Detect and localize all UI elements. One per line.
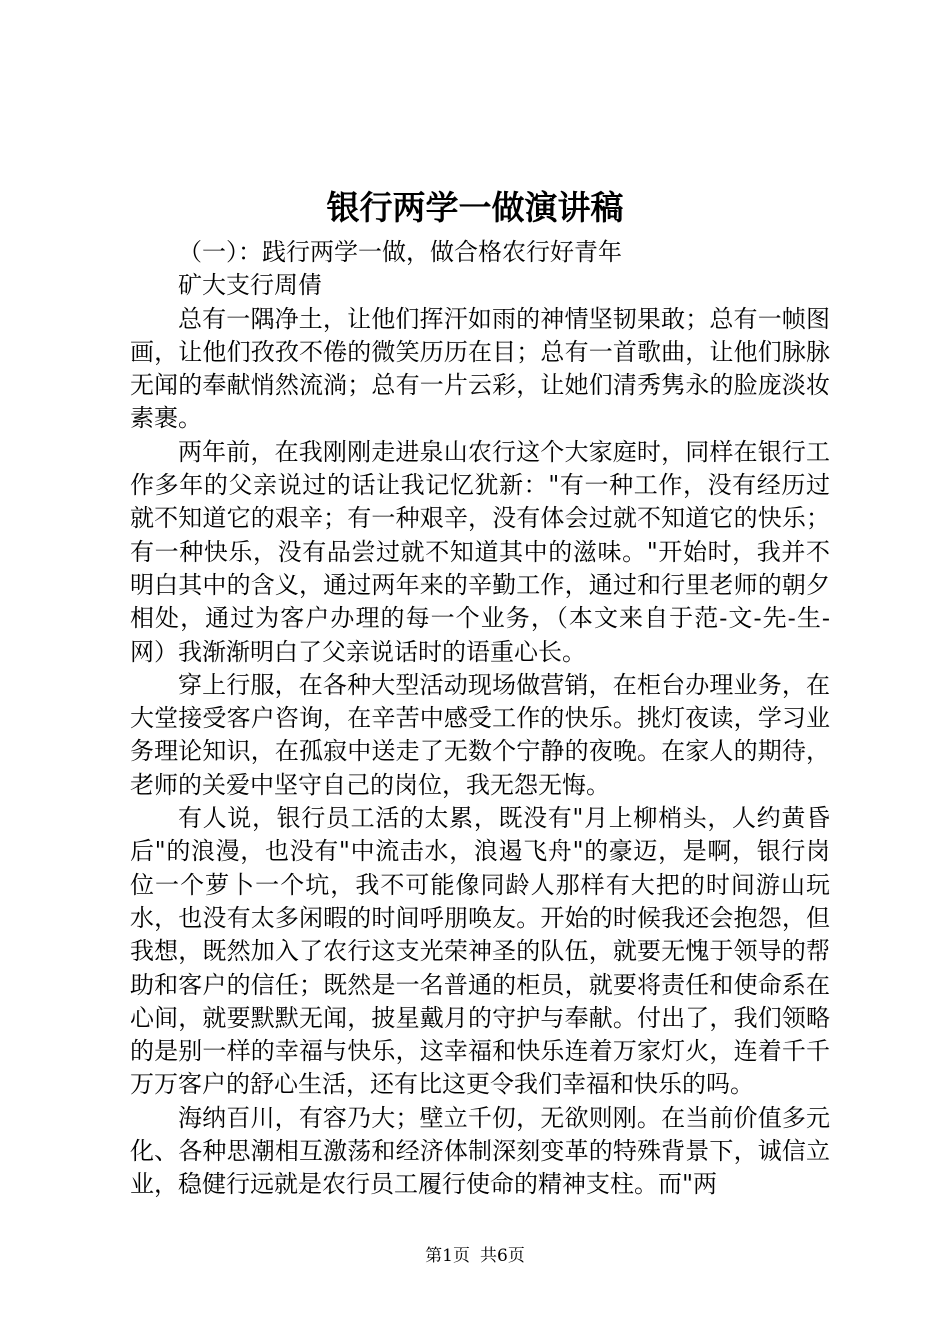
page-number: 第1页 <box>425 1246 470 1266</box>
paragraph: 有人说，银行员工活的太累，既没有"月上柳梢头，人约黄昏后"的浪漫，也没有"中流击水，浪遏飞舟"的豪迈，是啊，银行岗位一个萝卜一个坑，我不可能像同龄人那样有大把的时间游山玩水，也没有太多闲暇的时间呼朋唤友。开始的时候我还会抱怨，但我想，既然加入了农行这支光荣神圣的队伍，就要无愧于领导的帮助和客户的信任；既然是一名普通的柜员，就要将责任和使命系在心间，就要默默无闻，披星戴月的守护与奉献。付出了，我们领略的是别一样的幸福与快乐，这幸福和快乐连着万家灯火，连着千千万万客户的舒心生活，还有比这更令我们幸福和快乐的吗。 <box>130 804 830 1099</box>
paragraph: 总有一隅净土，让他们挥汗如雨的神情坚韧果敢；总有一帧图画，让他们孜孜不倦的微笑历历在目；总有一首歌曲，让他们脉脉无闻的奉献悄然流淌；总有一片云彩，让她们清秀隽永的脸庞淡妆素裹。 <box>130 304 830 433</box>
paragraph: 海纳百川，有容乃大；壁立千仞，无欲则刚。在当前价值多元化、各种思潮相互激荡和经济体制深刻变革的特殊背景下，诚信立业，稳健行远就是农行员工履行使命的精神支柱。而"两 <box>130 1103 830 1199</box>
author-line: 矿大支行周倩 <box>178 271 322 300</box>
document-title: 银行两学一做演讲稿 <box>326 188 624 227</box>
paragraph: 两年前，在我刚刚走进泉山农行这个大家庭时，同样在银行工作多年的父亲说过的话让我记忆犹新："有一种工作，没有经历过就不知道它的艰辛；有一种艰辛，没有体会过就不知道它的快乐；有一种快乐，没有品尝过就不知道其中的滋味。"开始时，我并不明白其中的含义，通过两年来的辛勤工作，通过和行里老师的朝夕相处，通过为客户办理的每一个业务，（本文来自于范-文-先-生-网）我渐渐明白了父亲说话时的语重心长。 <box>130 437 830 666</box>
page-total: 共6页 <box>480 1246 525 1266</box>
document-body <box>130 236 830 1202</box>
subtitle-line: （一）：践行两学一做，做合格农行好青年 <box>178 238 622 266</box>
paragraph: 穿上行服，在各种大型活动现场做营销，在柜台办理业务，在大堂接受客户咨询，在辛苦中感受工作的快乐。挑灯夜读，学习业务理论知识，在孤寂中送走了无数个宁静的夜晚。在家人的期待，老师的关爱中坚守自己的岗位，我无怨无悔。 <box>130 670 830 799</box>
page-footer <box>0 1244 950 1268</box>
